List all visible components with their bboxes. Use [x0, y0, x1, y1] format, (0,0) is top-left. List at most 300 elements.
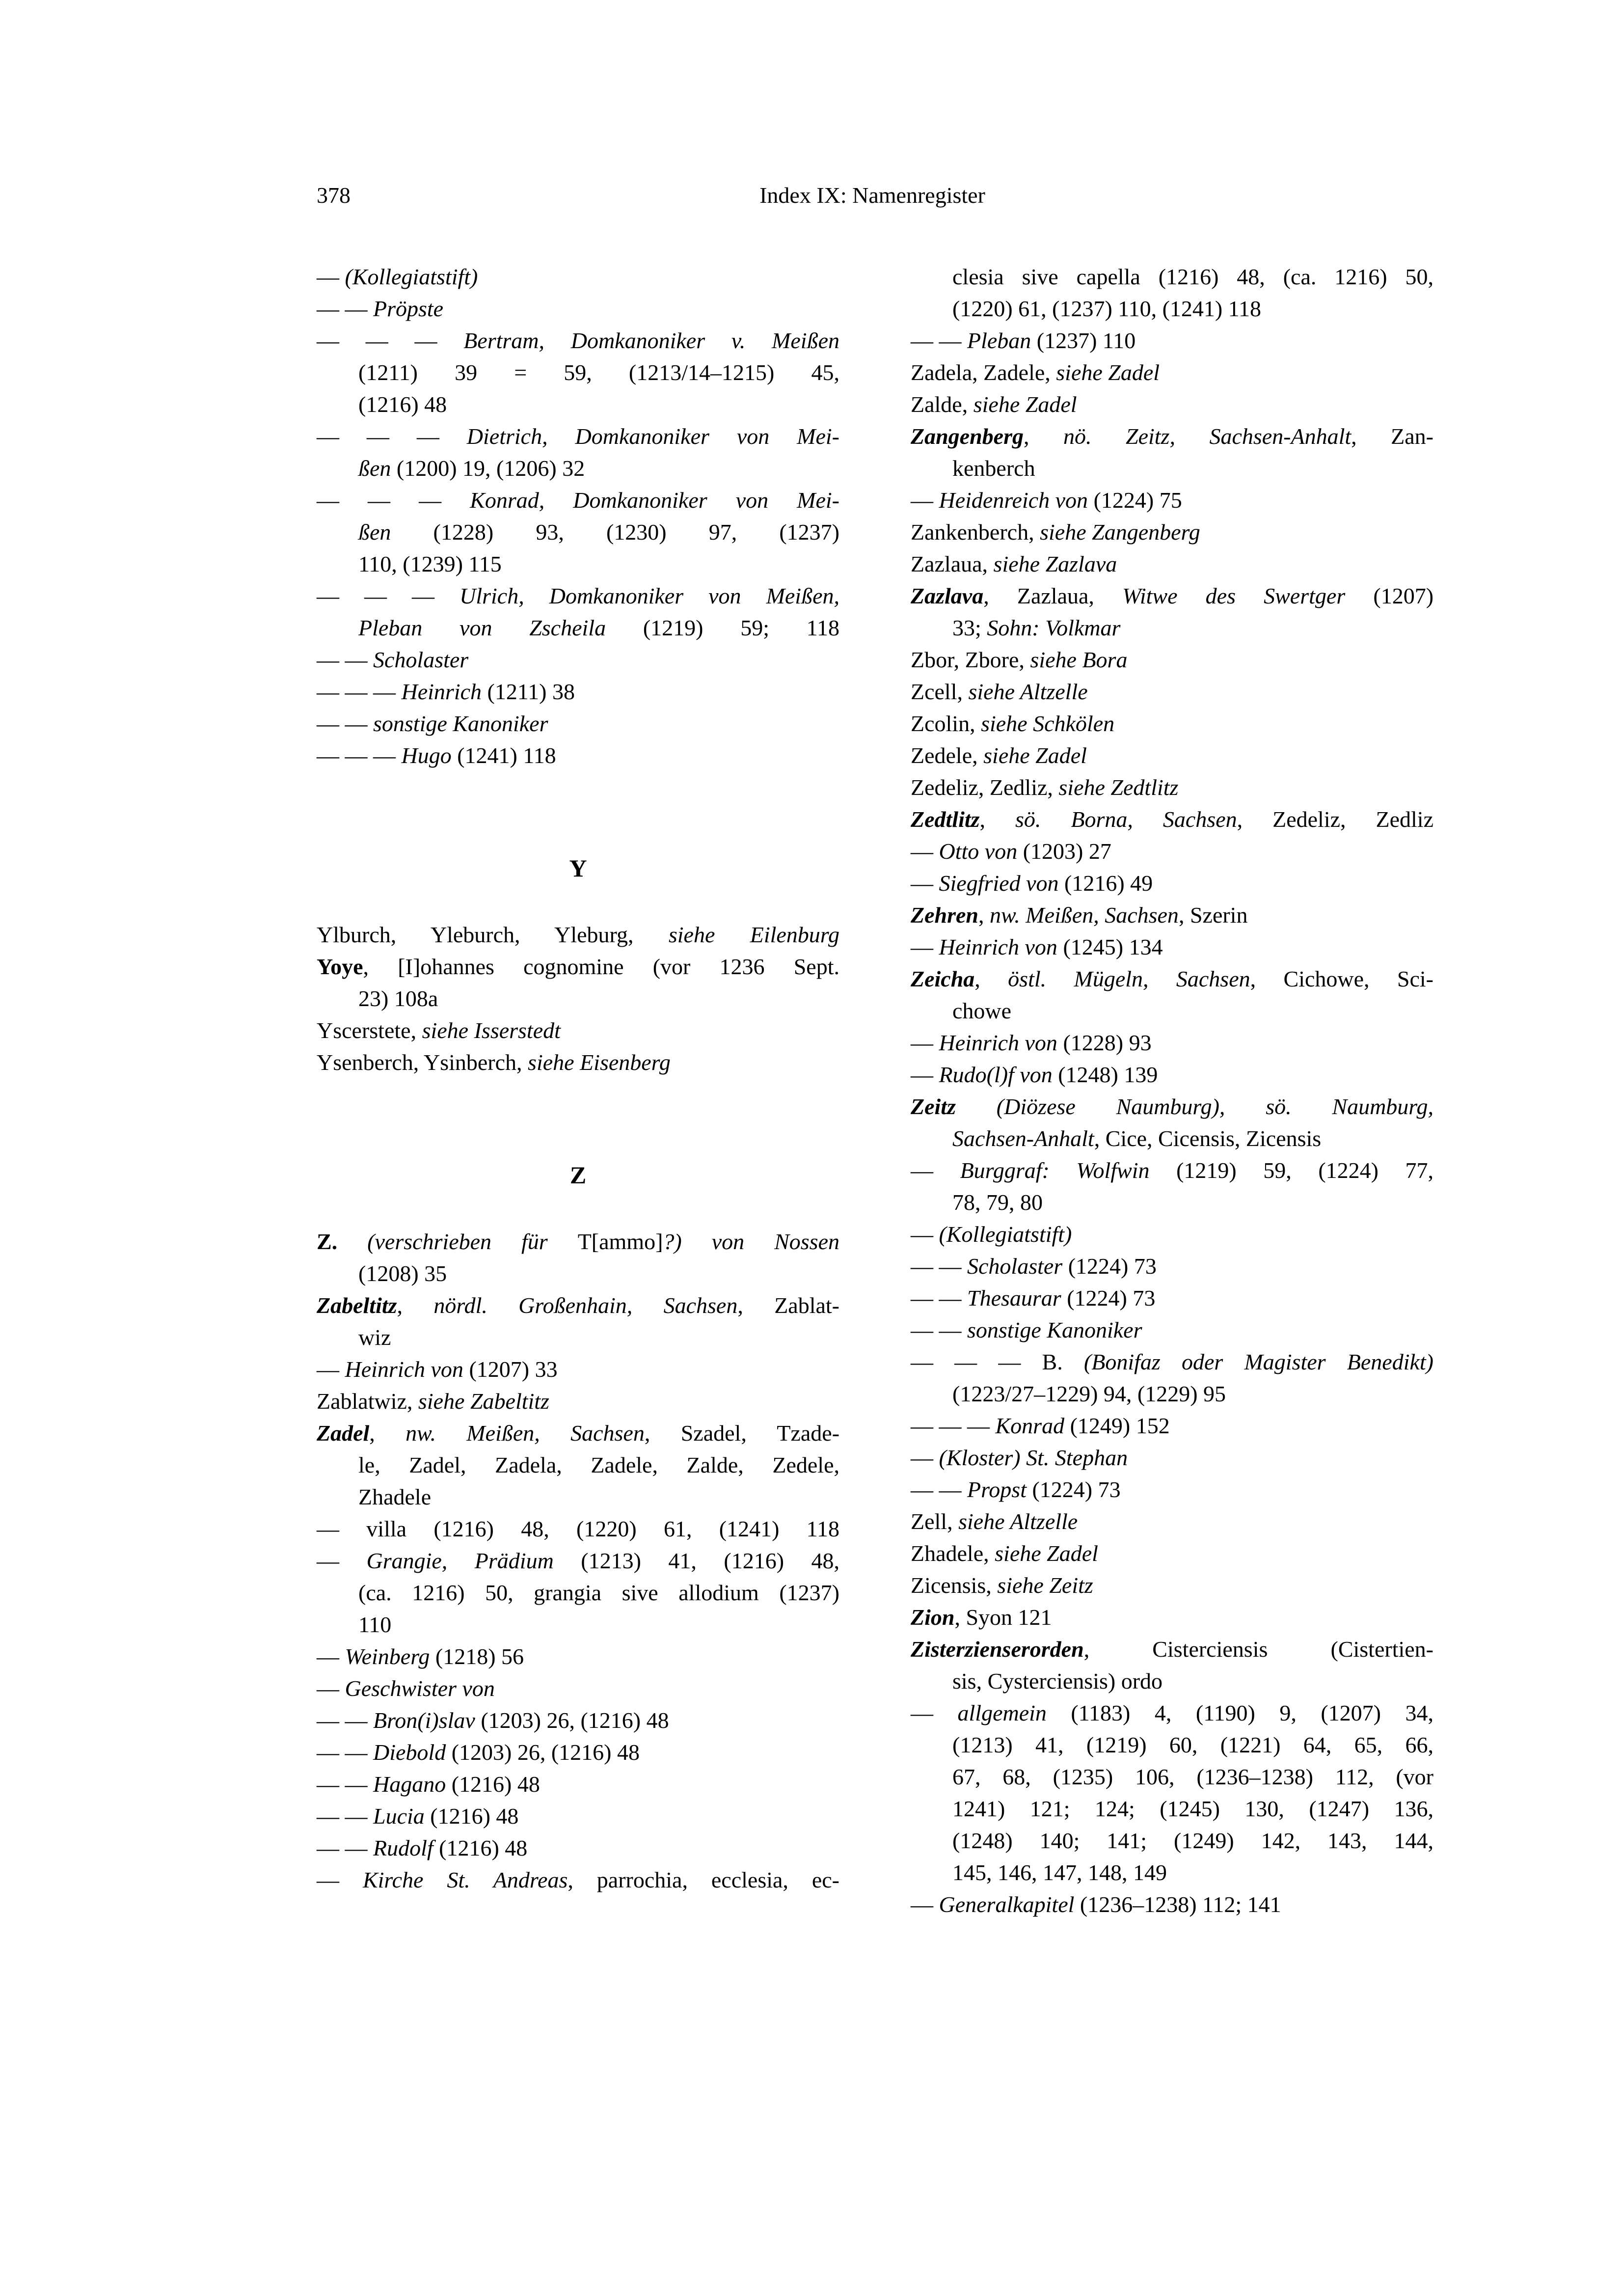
index-line — [911, 612, 1433, 644]
text-segment: Zazlava — [911, 583, 984, 608]
index-entry — [911, 835, 1433, 867]
text-segment: — — — — [317, 328, 464, 353]
index-line — [317, 420, 839, 452]
index-entry — [911, 1346, 1433, 1410]
text-segment: Pleban von Zscheila — [358, 615, 606, 640]
index-line — [911, 1729, 1433, 1761]
index-entry — [317, 919, 839, 951]
text-segment: siehe Altzelle — [958, 1509, 1078, 1534]
text-segment: Hugo — [401, 743, 452, 768]
text-segment: (1224) 75 — [1088, 488, 1182, 513]
index-entry — [317, 644, 839, 676]
text-segment: Burggraf: Wolfwin — [960, 1158, 1150, 1183]
index-line — [911, 1154, 1433, 1186]
index-line — [911, 1027, 1433, 1059]
text-segment: (1219) 59; 118 — [606, 615, 840, 640]
text-segment: Zedeliz, Zedliz, — [911, 775, 1059, 800]
text-segment: , Szadel, Tzade- — [644, 1421, 840, 1446]
text-segment: (1216) 48 — [433, 1835, 528, 1860]
text-segment: — — — [911, 1317, 967, 1342]
index-entry — [317, 1014, 839, 1046]
text-segment: — — — — [911, 1413, 996, 1438]
text-segment: — — [911, 1158, 960, 1183]
index-entry — [911, 963, 1433, 1027]
text-segment: (1203) 27 — [1017, 839, 1111, 864]
text-segment: Pleban — [967, 328, 1031, 353]
index-entry — [317, 261, 839, 293]
text-segment: Heinrich von — [939, 1030, 1057, 1055]
index-entry — [911, 931, 1433, 963]
index-entry — [911, 388, 1433, 420]
index-column-left — [317, 261, 839, 1896]
text-segment: siehe Eisenberg — [528, 1050, 671, 1075]
text-segment: kenberch — [952, 456, 1035, 481]
index-entry — [911, 1697, 1433, 1888]
index-line — [317, 1417, 839, 1449]
index-line — [911, 803, 1433, 835]
index-entry — [911, 708, 1433, 739]
index-line — [317, 1832, 839, 1864]
text-segment: siehe Zadel — [983, 743, 1087, 768]
text-segment: — villa (1216) 48, (1220) 61, (1241) 118 — [317, 1516, 839, 1541]
text-segment: (Kollegiatstift) — [345, 264, 478, 289]
text-segment: — — [911, 1445, 939, 1470]
text-segment: , Szerin — [1178, 902, 1248, 928]
index-line — [911, 771, 1433, 803]
text-segment: Zabeltitz — [317, 1293, 397, 1318]
text-segment: sö. Borna, Sachsen — [1015, 807, 1237, 832]
text-segment: — — — [317, 1708, 373, 1733]
text-segment: 23) 108a — [358, 986, 438, 1011]
index-line — [317, 1545, 839, 1577]
text-segment: (1213) 41, (1219) 60, (1221) 64, 65, 66, — [952, 1732, 1433, 1757]
index-entry — [911, 548, 1433, 580]
text-segment: — — [911, 488, 939, 513]
text-segment: — — — — [317, 488, 470, 513]
text-segment: — — [911, 1892, 939, 1917]
index-entry — [317, 1832, 839, 1864]
text-segment: — — — [911, 1285, 967, 1311]
index-line — [911, 1346, 1433, 1378]
text-segment — [956, 1094, 997, 1119]
text-segment: — — [317, 1644, 345, 1669]
index-line — [911, 261, 1433, 293]
text-segment: — — — [317, 711, 373, 736]
text-segment: siehe Zangenberg — [1040, 519, 1200, 545]
text-segment: (1224) 73 — [1026, 1477, 1121, 1502]
text-segment: , — [369, 1421, 406, 1446]
index-line — [317, 1257, 839, 1289]
index-line — [911, 644, 1433, 676]
text-segment: — — [911, 1030, 939, 1055]
text-segment: nördl. Großenhain, Sachsen — [433, 1293, 738, 1318]
index-entry — [911, 1569, 1433, 1601]
index-line — [317, 1609, 839, 1640]
text-segment: — — [911, 1062, 939, 1087]
text-segment: Zadel — [317, 1421, 370, 1446]
text-segment: — — — B. — [911, 1349, 1084, 1374]
text-segment: sonstige Kanoniker — [967, 1317, 1142, 1342]
text-segment: (1224) 73 — [1061, 1285, 1156, 1311]
text-segment: — — [911, 871, 939, 896]
index-line — [911, 931, 1433, 963]
text-segment: Zcell, — [911, 679, 969, 704]
index-entry — [317, 1046, 839, 1078]
index-line — [317, 388, 839, 420]
index-entry — [911, 1474, 1433, 1505]
index-entry — [317, 420, 839, 484]
index-line — [911, 1186, 1433, 1218]
section-heading: Y — [569, 854, 587, 882]
text-segment: Generalkapitel — [939, 1892, 1075, 1917]
text-segment: , Syon 121 — [954, 1605, 1052, 1630]
index-line — [911, 1888, 1433, 1920]
text-segment: Bron(i)slav — [373, 1708, 475, 1733]
text-segment: , Zan- — [1351, 424, 1433, 449]
text-segment: — — — — [317, 583, 460, 608]
text-segment: — — [317, 1548, 367, 1573]
index-line — [911, 1410, 1433, 1442]
index-line — [911, 1091, 1433, 1122]
text-segment: Zisterzienserorden — [911, 1637, 1084, 1662]
text-segment: siehe Zadel — [995, 1541, 1098, 1566]
index-entry — [911, 1505, 1433, 1537]
text-segment: (1223/27–1229) 94, (1229) 95 — [952, 1381, 1226, 1406]
index-line — [317, 1046, 839, 1078]
index-entry — [911, 484, 1433, 516]
section-heading: Z — [569, 1161, 587, 1189]
text-segment: (1183) 4, (1190) 9, (1207) 34, — [1046, 1700, 1433, 1725]
text-segment: Rudo(l)f von — [939, 1062, 1053, 1087]
index-entry — [317, 1353, 839, 1385]
text-segment: , Cichowe, Sci- — [1250, 966, 1433, 991]
text-segment: Ylburch, Yleburch, Yleburg, — [317, 922, 669, 947]
text-segment: — — — [911, 1254, 967, 1279]
index-entry — [911, 1091, 1433, 1154]
index-entry — [317, 325, 839, 420]
text-segment: (1248) 140; 141; (1249) 142, 143, 144, — [952, 1828, 1433, 1853]
index-entry — [911, 644, 1433, 676]
index-line — [911, 548, 1433, 580]
text-segment: östl. Mügeln, Sachsen — [1008, 966, 1250, 991]
text-segment: (1228) 93, (1230) 97, (1237) — [391, 519, 839, 545]
text-segment: siehe Isserstedt — [422, 1018, 561, 1043]
index-line — [317, 1736, 839, 1768]
index-entry — [911, 1218, 1433, 1250]
text-segment: Rudolf — [373, 1835, 433, 1860]
text-segment: , [I]ohannes cognomine (vor 1236 Sept. — [363, 954, 839, 979]
text-segment: nö. Zeitz, Sachsen-Anhalt — [1063, 424, 1352, 449]
text-segment: (1207) 33 — [463, 1357, 558, 1382]
index-line — [317, 580, 839, 612]
index-line — [911, 1059, 1433, 1091]
index-line — [911, 325, 1433, 356]
text-segment: chowe — [952, 998, 1012, 1023]
index-line — [911, 420, 1433, 452]
text-segment: (1220) 61, (1237) 110, (1241) 118 — [952, 296, 1261, 321]
text-segment: Zhadele — [358, 1484, 432, 1509]
index-entry — [911, 516, 1433, 548]
index-entry — [911, 803, 1433, 835]
text-segment: , — [974, 966, 1008, 991]
index-line — [911, 1601, 1433, 1633]
text-segment: Weinberg — [345, 1644, 430, 1669]
text-segment: — — [317, 1867, 363, 1892]
text-segment: siehe Zadel — [1056, 360, 1160, 385]
text-segment: Zazlaua, — [911, 551, 994, 576]
text-segment: — — — — [317, 743, 402, 768]
text-segment: Thesaurar — [967, 1285, 1061, 1311]
index-column-right — [911, 261, 1433, 1920]
index-entry — [317, 1385, 839, 1417]
text-segment: — — — [317, 1772, 373, 1797]
index-line — [911, 452, 1433, 484]
text-segment: (Diözese Naumburg), sö. Naumburg, — [996, 1094, 1434, 1119]
text-segment: 110 — [358, 1612, 392, 1637]
text-segment: allgemein — [957, 1700, 1047, 1725]
text-segment: — — — — [317, 424, 467, 449]
text-segment: (1213) 41, (1216) 48, — [553, 1548, 839, 1573]
index-line — [911, 1793, 1433, 1825]
index-line — [317, 325, 839, 356]
text-segment: Pröpste — [373, 296, 444, 321]
text-segment: (verschrieben für — [337, 1229, 578, 1254]
index-entry — [911, 1282, 1433, 1314]
text-segment: sis, Cysterciensis) ordo — [952, 1668, 1163, 1694]
index-line — [317, 983, 839, 1014]
index-line — [317, 951, 839, 983]
text-segment: Zangenberg — [911, 424, 1024, 449]
index-line — [911, 1122, 1433, 1154]
index-line — [911, 835, 1433, 867]
text-segment: Zicensis, — [911, 1573, 998, 1598]
index-entry — [317, 1864, 839, 1896]
text-segment: (1211) 39 = 59, (1213/14–1215) 45, — [358, 360, 839, 385]
text-segment: Sachsen-Anhalt — [952, 1126, 1094, 1151]
text-segment: (1224) 73 — [1062, 1254, 1157, 1279]
text-segment: — — [317, 1357, 345, 1382]
index-entry — [317, 1800, 839, 1832]
index-line — [317, 612, 839, 644]
index-entry — [911, 1027, 1433, 1059]
text-segment: le, Zadel, Zadela, Zadele, Zalde, Zedele, — [358, 1452, 839, 1477]
index-line — [911, 293, 1433, 325]
text-segment: nw. Meißen, Sachsen — [990, 902, 1179, 928]
index-entry — [317, 676, 839, 708]
text-segment: Sohn: Volkmar — [987, 615, 1121, 640]
index-entry — [911, 899, 1433, 931]
text-segment: (1207) — [1345, 583, 1434, 608]
text-segment: (1248) 139 — [1052, 1062, 1158, 1087]
text-segment: ßen — [358, 456, 391, 481]
index-line — [911, 1314, 1433, 1346]
text-segment: siehe Zazlava — [993, 551, 1117, 576]
text-segment: , — [978, 902, 990, 928]
text-segment: Konrad — [995, 1413, 1065, 1438]
index-line — [317, 1864, 839, 1896]
text-segment: — — — [317, 1804, 373, 1829]
text-segment: Scholaster — [373, 647, 469, 672]
text-segment: (1216) 48 — [446, 1772, 540, 1797]
text-segment: 67, 68, (1235) 106, (1236–1238) 112, (vor — [952, 1764, 1433, 1789]
text-segment: (1211) 38 — [482, 679, 575, 704]
index-line — [911, 1474, 1433, 1505]
index-line — [911, 388, 1433, 420]
text-segment: — — [911, 1700, 958, 1725]
index-line — [317, 261, 839, 293]
index-entry — [911, 739, 1433, 771]
text-segment: Hagano — [373, 1772, 446, 1797]
text-segment: siehe Zeitz — [997, 1573, 1093, 1598]
text-segment: siehe Bora — [1030, 647, 1128, 672]
index-line — [911, 484, 1433, 516]
text-segment: (1236–1238) 112; 141 — [1074, 1892, 1281, 1917]
index-line — [911, 739, 1433, 771]
index-line — [911, 1442, 1433, 1474]
index-line — [317, 1321, 839, 1353]
text-segment: Zadela, Zadele, — [911, 360, 1056, 385]
text-segment: Heinrich von — [345, 1357, 463, 1382]
index-line — [911, 1537, 1433, 1569]
text-segment: Kirche St. Andreas — [362, 1867, 568, 1892]
text-segment: 110, (1239) 115 — [358, 551, 502, 576]
text-segment: Ysenberch, Ysinberch, — [317, 1050, 528, 1075]
index-entry — [911, 325, 1433, 356]
index-entry — [317, 1513, 839, 1545]
index-line — [911, 580, 1433, 612]
index-entry — [317, 739, 839, 771]
index-line — [317, 1513, 839, 1545]
text-segment: Zankenberch, — [911, 519, 1040, 545]
text-segment: — — — [317, 296, 373, 321]
text-segment: Zehren — [911, 902, 978, 928]
index-line — [911, 516, 1433, 548]
text-segment: (1200) 19, (1206) 32 — [391, 456, 585, 481]
index-line — [317, 1449, 839, 1481]
text-segment: nw. Meißen, Sachsen — [406, 1421, 645, 1446]
index-line — [317, 516, 839, 548]
text-segment: (1208) 35 — [358, 1261, 447, 1286]
text-segment: Lucia — [373, 1804, 425, 1829]
text-segment: 33; — [952, 615, 987, 640]
index-line — [911, 1761, 1433, 1793]
index-entry — [911, 1410, 1433, 1442]
index-line — [317, 1353, 839, 1385]
text-segment: Bertram, Domkanoniker v. Meißen — [463, 328, 839, 353]
text-segment: Zhadele, — [911, 1541, 995, 1566]
index-entry — [911, 1442, 1433, 1474]
index-line — [317, 293, 839, 325]
index-entry — [317, 484, 839, 580]
text-segment: (ca. 1216) 50, grangia sive allodium (1237) — [358, 1580, 839, 1605]
text-segment: (1203) 26, (1216) 48 — [475, 1708, 669, 1733]
text-segment: 78, 79, 80 — [952, 1190, 1043, 1215]
index-line — [911, 356, 1433, 388]
text-segment: Diebold — [373, 1740, 446, 1765]
text-segment: (1228) 93 — [1057, 1030, 1152, 1055]
index-line — [317, 676, 839, 708]
text-segment: — — — [911, 1477, 967, 1502]
index-line — [911, 1633, 1433, 1665]
index-entry — [911, 1888, 1433, 1920]
text-segment: siehe Zedtlitz — [1058, 775, 1179, 800]
index-line — [911, 899, 1433, 931]
index-line — [317, 1226, 839, 1257]
text-segment: Zedtlitz — [911, 807, 980, 832]
index-entry — [911, 1601, 1433, 1633]
text-segment: Yscerstete, — [317, 1018, 422, 1043]
text-segment: (Bonifaz oder Magister Benedikt) — [1083, 1349, 1433, 1374]
index-entry — [317, 1768, 839, 1800]
text-segment: — — — [317, 647, 373, 672]
text-segment: Otto von — [939, 839, 1018, 864]
index-entry — [317, 580, 839, 644]
index-entry — [317, 1545, 839, 1640]
index-line — [317, 1800, 839, 1832]
index-entry — [911, 867, 1433, 899]
text-segment: Zeitz — [911, 1094, 956, 1119]
text-segment: , Cice, Cicensis, Zicensis — [1094, 1126, 1322, 1151]
text-segment: siehe Altzelle — [968, 679, 1088, 704]
text-segment: , Zedeliz, Zedliz — [1237, 807, 1434, 832]
index-line — [911, 1697, 1433, 1729]
index-line — [317, 452, 839, 484]
text-segment: Grangie, Prädium — [366, 1548, 554, 1573]
index-line — [911, 963, 1433, 995]
index-line — [911, 995, 1433, 1027]
text-segment: siehe Zadel — [973, 392, 1077, 417]
text-segment: Siegfried von — [939, 871, 1059, 896]
index-entry — [911, 420, 1433, 484]
text-segment: (1203) 26, (1216) 48 — [446, 1740, 640, 1765]
index-line — [317, 919, 839, 951]
text-segment: Zalde, — [911, 392, 973, 417]
index-entry — [317, 1417, 839, 1513]
index-entry — [317, 1289, 839, 1353]
text-segment: Zablatwiz, — [317, 1389, 418, 1414]
text-segment: clesia sive capella (1216) 48, (ca. 1216) 50, — [952, 264, 1433, 289]
text-segment: siehe Zabeltitz — [418, 1389, 549, 1414]
index-entry — [911, 1250, 1433, 1282]
text-segment: , Zazlaua, — [983, 583, 1123, 608]
index-line — [317, 548, 839, 580]
index-line — [317, 1014, 839, 1046]
text-segment: 1241) 121; 124; (1245) 130, (1247) 136, — [952, 1796, 1433, 1821]
index-line — [317, 1672, 839, 1704]
index-line — [317, 356, 839, 388]
index-entry — [911, 580, 1433, 644]
text-segment: — — [317, 1676, 345, 1701]
text-segment: Witwe des Swertger — [1122, 583, 1346, 608]
index-entry — [911, 1314, 1433, 1346]
index-line — [911, 708, 1433, 739]
text-segment: Zcolin, — [911, 711, 981, 736]
index-entry — [317, 1704, 839, 1736]
index-line — [911, 676, 1433, 708]
text-segment: (1219) 59, (1224) 77, — [1149, 1158, 1434, 1183]
text-segment: Heinrich — [401, 679, 482, 704]
text-segment: (1249) 152 — [1064, 1413, 1170, 1438]
index-entry — [911, 1537, 1433, 1569]
text-segment: ßen — [358, 519, 391, 545]
index-line — [911, 1505, 1433, 1537]
text-segment: Konrad, Domkanoniker von Mei- — [470, 488, 839, 513]
text-segment: (1245) 134 — [1057, 934, 1163, 959]
text-segment: Zion — [911, 1605, 955, 1630]
text-segment: Dietrich, Domkanoniker von Mei- — [466, 424, 840, 449]
index-entry — [911, 1059, 1433, 1091]
index-line — [911, 1218, 1433, 1250]
